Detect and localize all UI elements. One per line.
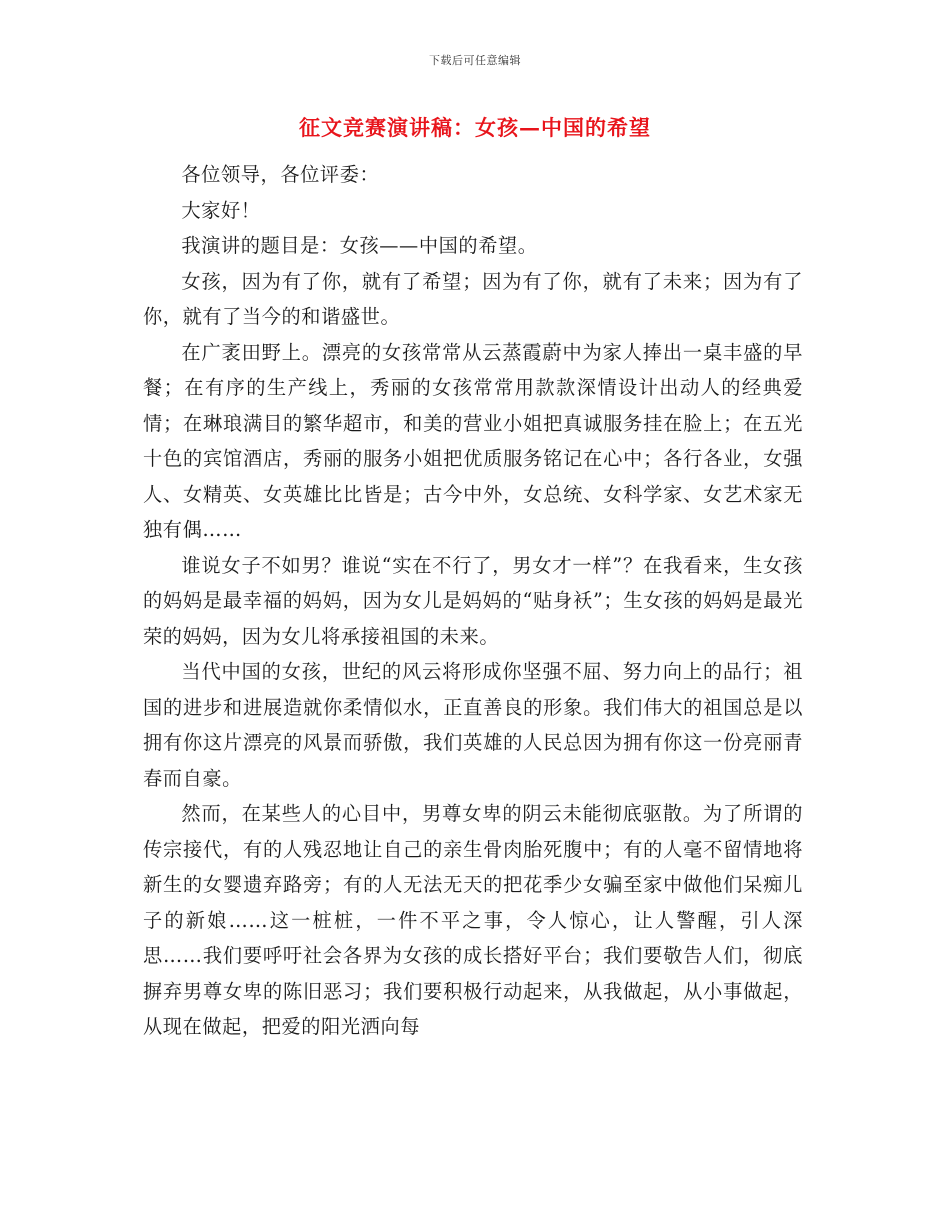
paragraph-body: 在广袤田野上。漂亮的女孩常常从云蒸霞蔚中为家人捧出一桌丰盛的早餐；在有序的生产线上，秀丽的女孩常常用款款深情设计出动人的经典爱情；在琳琅满目的繁华超市，和美的营业小姐把真诚服务挂在脸上；在五光十色的宾馆酒店，秀丽的服务小姐把优质服务铭记在心中；各行各业，女强人、女精英、女英雄比比皆是；古今中外，女总统、女科学家、女艺术家无独有偶…… xyxy=(143,340,803,541)
paragraph-salutation: 各位领导，各位评委： xyxy=(181,163,380,186)
document-title: 征文竞赛演讲稿：女孩—中国的希望 xyxy=(299,115,651,140)
paragraph-topic: 我演讲的题目是：女孩——中国的希望。 xyxy=(181,234,538,257)
paragraph-body: 谁说女子不如男？谁说“实在不行了，男女才一样”？在我看来，生女孩的妈妈是最幸福的妈妈，因为女儿是妈妈的“贴身袄”；生女孩的妈妈是最光荣的妈妈，因为女儿将承接祖国的未来。 xyxy=(143,553,803,648)
paragraph-greeting: 大家好！ xyxy=(181,198,261,222)
paragraph-body: 当代中国的女孩，世纪的风云将形成你坚强不屈、努力向上的品行；祖国的进步和进展造就你柔情似水，正直善良的形象。我们伟大的祖国总是以拥有你这片漂亮的风景而骄傲，我们英雄的人民总因为拥有你这一份亮丽青春而自豪。 xyxy=(143,660,803,790)
document-body xyxy=(143,157,803,1045)
page-header-note: 下载后可任意编辑 xyxy=(429,54,521,67)
paragraph-body: 女孩，因为有了你，就有了希望；因为有了你，就有了未来；因为有了你，就有了当今的和谐盛世。 xyxy=(143,269,803,328)
paragraph-body: 然而，在某些人的心目中，男尊女卑的阴云未能彻底驱散。为了所谓的传宗接代，有的人残忍地让自己的亲生骨肉胎死腹中；有的人毫不留情地将新生的女婴遗弃路旁；有的人无法无天的把花季少女骗至家中做他们呆痴儿子的新娘……这一桩桩，一件不平之事，令人惊心，让人警醒，引人深思……我们要呼吁社会各界为女孩的成长搭好平台；我们要敬告人们，彻底摒弃男尊女卑的陈旧恶习；我们要积极行动起来，从我做起，从小事做起，从现在做起，把爱的阳光洒向每 xyxy=(143,802,803,1038)
